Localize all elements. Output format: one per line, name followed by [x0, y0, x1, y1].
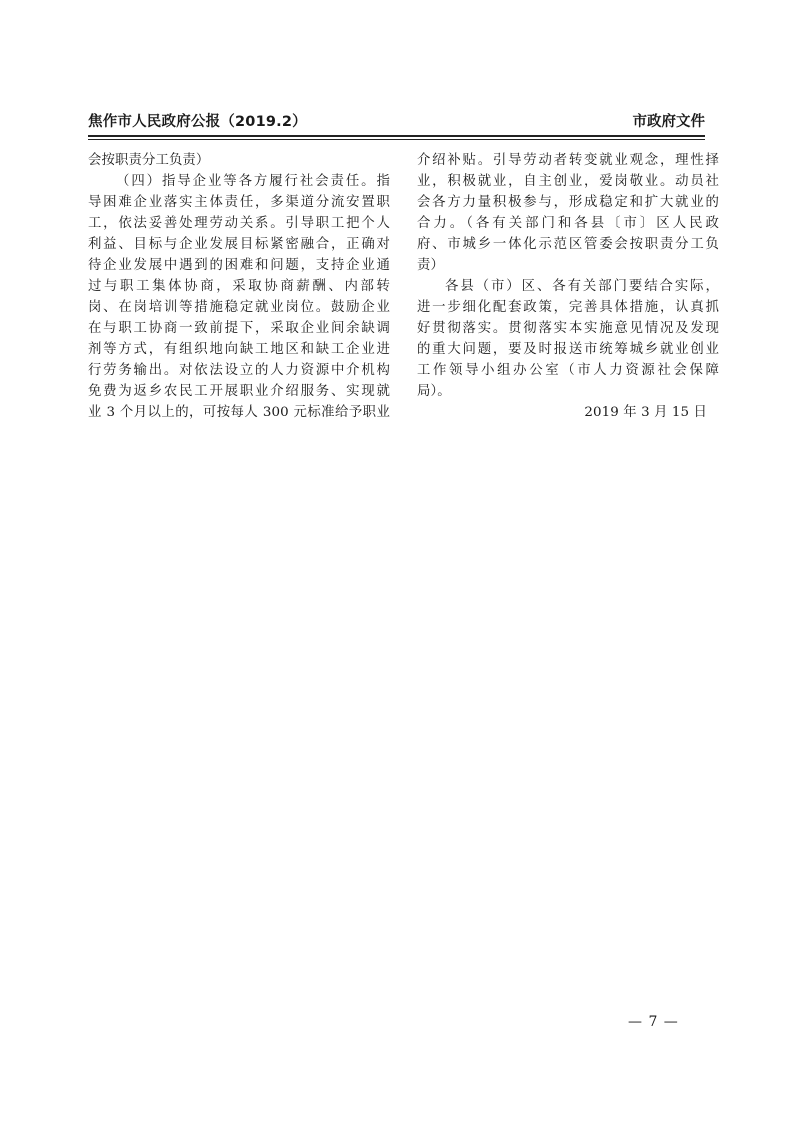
text-line: 好贯彻落实。贯彻落实本实施意见情况及发现 — [417, 321, 719, 336]
page-number: — 7 — — [628, 1014, 679, 1030]
text-line: 行劳务输出。对依法设立的人力资源中介机构 — [88, 363, 390, 378]
section-title: 市政府文件 — [632, 114, 705, 130]
text-line: 会按职责分工负责） — [88, 153, 210, 168]
text-line: 过与职工集体协商，采取协商薪酬、内部转 — [88, 279, 390, 294]
text-line: 工作领导小组办公室（市人力资源社会保障 — [417, 363, 719, 378]
publication-title: 焦作市人民政府公报（2019.2） — [88, 114, 307, 130]
text-line: 在与职工协商一致前提下，采取企业间余缺调 — [88, 321, 390, 336]
text-line: 会各方力量积极参与，形成稳定和扩大就业的 — [417, 195, 719, 210]
text-line: 介绍补贴。引导劳动者转变就业观念，理性择 — [417, 153, 719, 168]
text-line: 工，依法妥善处理劳动关系。引导职工把个人 — [88, 216, 390, 231]
text-line: 进一步细化配套政策，完善具体措施，认真抓 — [417, 300, 719, 315]
text-line: 的重大问题，要及时报送市统筹城乡就业创业 — [417, 342, 719, 357]
text-line: 业 3 个月以上的，可按每人 300 元标准给予职业 — [88, 405, 390, 420]
left-text-column — [88, 150, 390, 423]
text-line: 府、市城乡一体化示范区管委会按职责分工负 — [417, 237, 719, 252]
text-line: 待企业发展中遇到的困难和问题，支持企业通 — [88, 258, 390, 273]
right-text-column — [417, 150, 719, 423]
text-line: 剂等方式，有组织地向缺工地区和缺工企业进 — [88, 342, 390, 357]
text-line: 利益、目标与企业发展目标紧密融合，正确对 — [88, 237, 390, 252]
text-line: 岗、在岗培训等措施稳定就业岗位。鼓励企业 — [88, 300, 390, 315]
text-line: 业，积极就业，自主创业，爱岗敬业。动员社 — [417, 174, 719, 189]
header-divider-thick — [88, 135, 705, 137]
text-line: 局）。 — [417, 384, 451, 399]
text-line: 责） — [417, 258, 444, 273]
text-line: 合力。（各有关部门和各县〔市〕区人民政 — [417, 216, 719, 231]
paragraph-start-line: 各县（市）区、各有关部门要结合实际， — [445, 279, 719, 294]
header-divider-thin — [88, 139, 705, 140]
document-date: 2019 年 3 月 15 日 — [584, 405, 707, 420]
text-line: 免费为返乡农民工开展职业介绍服务、实现就 — [88, 384, 390, 399]
text-line: 导困难企业落实主体责任，多渠道分流安置职 — [88, 195, 390, 210]
section-heading-line: （四）指导企业等各方履行社会责任。指 — [116, 174, 390, 189]
